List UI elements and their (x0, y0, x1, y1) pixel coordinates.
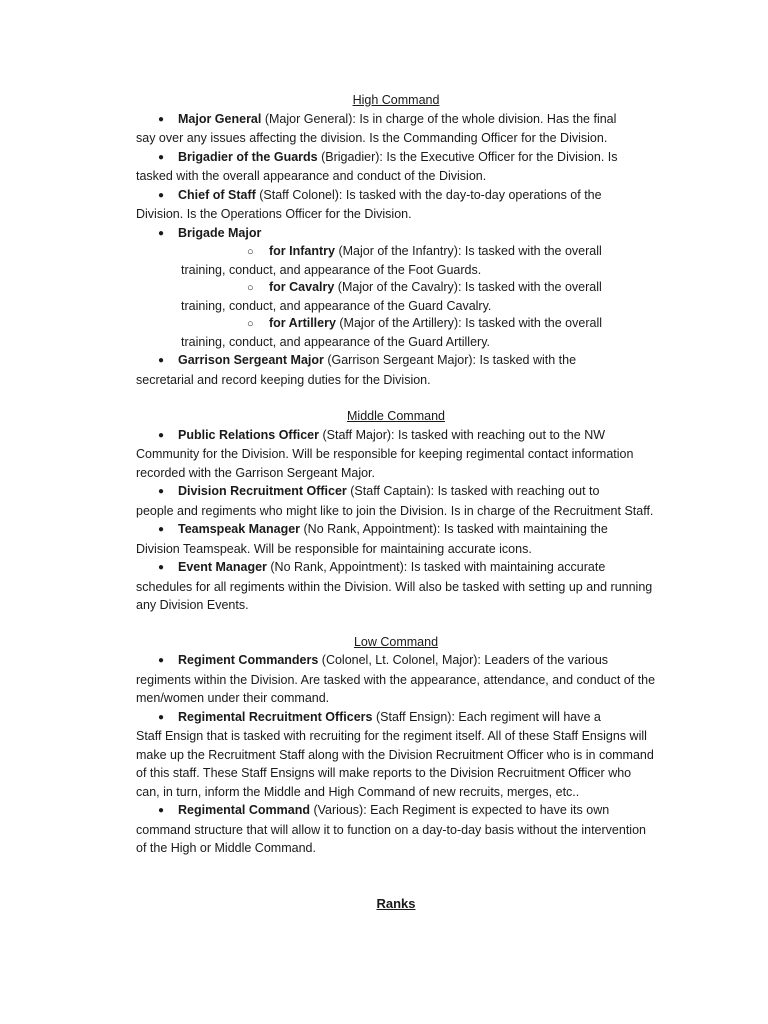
list-item: ● Public Relations Officer (Staff Major): Is tasked with reaching out to the NW Community for the Division. Will be responsible for keeping regimental contact information recorded with the Garrison Sergeant Major. (136, 427, 634, 480)
bullet-icon: ● (158, 655, 165, 666)
document-body (136, 91, 656, 913)
circle-bullet-icon: ○ (247, 282, 254, 294)
list-item: ● Regiment Commanders (Colonel, Lt. Colonel, Major): Leaders of the various regiments within the Division. Are tasked with the appearance, attendance, and conduct of the men/women under their command. (136, 653, 656, 705)
list-item: ● Regimental Recruitment Officers (Staff Ensign): Each regiment will have a Staff Ensign that is tasked with recruiting for the regiment itself. All of these Staff Ensigns will make up the Recruitment Staff along with the Division Recruitment Officer who is in command of this staff. These Staff Ensigns will make reports to the Division Recruitment Officer who can, in turn, inform the Middle and High Command of new recruits, merges, etc.. (136, 709, 654, 799)
sub-list-item: ○ for Cavalry (Major of the Cavalry): Is tasked with the overall training, conduct, and appearance of the Guard Cavalry. (181, 280, 602, 313)
bullet-icon: ● (158, 711, 165, 723)
role-name: Brigade Major (178, 225, 262, 240)
bullet-icon: ● (158, 227, 165, 239)
role-name: Chief of Staff (178, 187, 256, 202)
middle-command-heading: Middle Command (347, 409, 445, 423)
list-item (136, 224, 656, 244)
role-name: Major General (178, 111, 262, 126)
list-item: ● Division Recruitment Officer (Staff Captain): Is tasked with reaching out to people and regiments who might like to join the Division. Is in charge of the Recruitment Staff. (136, 484, 654, 518)
list-item: ● Teamspeak Manager (No Rank, Appointment): Is tasked with maintaining the Division Teamspeak. Will be responsible for maintaining accurate icons. (136, 522, 608, 556)
bullet-icon: ● (158, 429, 165, 441)
list-item: ● Regimental Command (Various): Each Regiment is expected to have its own command structure that will allow it to function on a day-to-day basis without the intervention of the High or Middle Command. (136, 803, 646, 855)
bullet-icon: ● (158, 113, 165, 125)
bullet-icon: ● (158, 805, 165, 816)
bullet-icon: ● (158, 189, 165, 201)
high-command-heading: High Command (352, 93, 440, 107)
role-name: Brigadier of the Guards (178, 149, 318, 164)
bullet-icon: ● (158, 486, 165, 497)
role-name: Garrison Sergeant Major (178, 353, 324, 367)
bullet-icon: ● (158, 355, 165, 366)
role-name: for Artillery (269, 316, 336, 330)
circle-bullet-icon: ○ (247, 246, 254, 258)
role-name: for Infantry (269, 244, 335, 258)
circle-bullet-icon: ○ (247, 318, 254, 330)
role-name: Public Relations Officer (178, 427, 320, 442)
sub-list-item: ○ for Infantry (Major of the Infantry): Is tasked with the overall training, conduct, and appearance of the Foot Guards. (181, 244, 602, 277)
role-name: Regimental Command (178, 803, 310, 817)
low-command-heading: Low Command (353, 634, 439, 649)
role-name: Teamspeak Manager (178, 522, 301, 536)
bullet-icon: ● (158, 562, 165, 573)
role-name: Regiment Commanders (178, 653, 319, 667)
role-name: Division Recruitment Officer (178, 484, 347, 498)
role-name: Regimental Recruitment Officers (178, 709, 373, 724)
ranks-heading: Ranks (376, 895, 416, 911)
role-name: for Cavalry (269, 280, 335, 294)
list-item: ● Brigadier of the Guards (Brigadier): Is the Executive Officer for the Division. Is tasked with the overall appearance and conduct of the Division. (136, 149, 618, 183)
bullet-icon: ● (158, 151, 165, 163)
role-name: Event Manager (178, 560, 267, 574)
sub-list-item: ○ for Artillery (Major of the Artillery): Is tasked with the overall training, conduct, and appearance of the Guard Artillery. (181, 316, 602, 349)
bullet-icon: ● (158, 524, 165, 535)
list-item: ● Chief of Staff (Staff Colonel): Is tasked with the day-to-day operations of the Division. Is the Operations Officer for the Division. (136, 187, 602, 221)
list-item: ● Major General (Major General): Is in charge of the whole division. Has the final say over any issues affecting the division. Is the Commanding Officer for the Division. (136, 111, 617, 145)
list-item: ● Event Manager (No Rank, Appointment): Is tasked with maintaining accurate schedules for all regiments within the Division. Will also be tasked with setting up and running any Division Events. (136, 560, 653, 612)
list-item: ● Garrison Sergeant Major (Garrison Sergeant Major): Is tasked with the secretarial and record keeping duties for the Division. (136, 353, 577, 387)
